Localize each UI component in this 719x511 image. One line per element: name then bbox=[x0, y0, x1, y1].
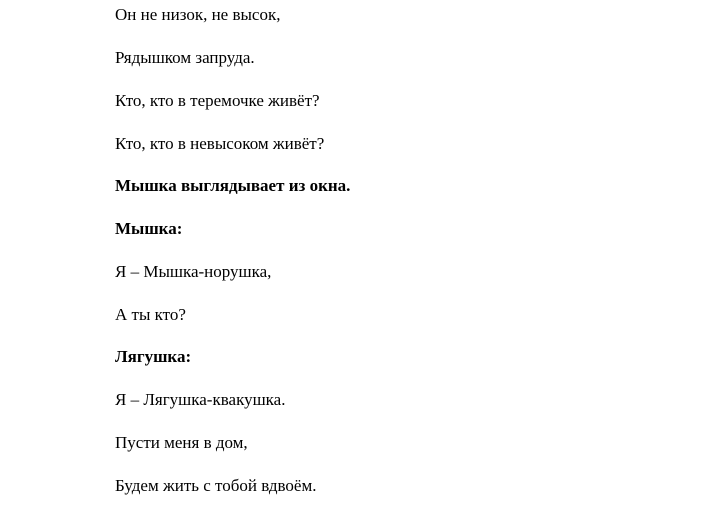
speaker-name: Мышка: bbox=[115, 219, 183, 238]
verse-line: Кто, кто в теремочке живёт? bbox=[115, 91, 320, 110]
verse-line: Я – Лягушка-квакушка. bbox=[115, 390, 286, 409]
verse-line: Рядышком запруда. bbox=[115, 48, 255, 67]
stage-direction: Мышка выглядывает из окна. bbox=[115, 176, 351, 195]
verse-line: Я – Мышка-норушка, bbox=[115, 262, 272, 281]
speaker-name: Лягушка: bbox=[115, 347, 192, 366]
verse-line: Будем жить с тобой вдвоём. bbox=[115, 476, 317, 495]
verse-line: Пусти меня в дом, bbox=[115, 433, 248, 452]
verse-line: А ты кто? bbox=[115, 305, 186, 324]
verse-line: Он не низок, не высок, bbox=[115, 5, 281, 24]
verse-line: Кто, кто в невысоком живёт? bbox=[115, 134, 325, 153]
